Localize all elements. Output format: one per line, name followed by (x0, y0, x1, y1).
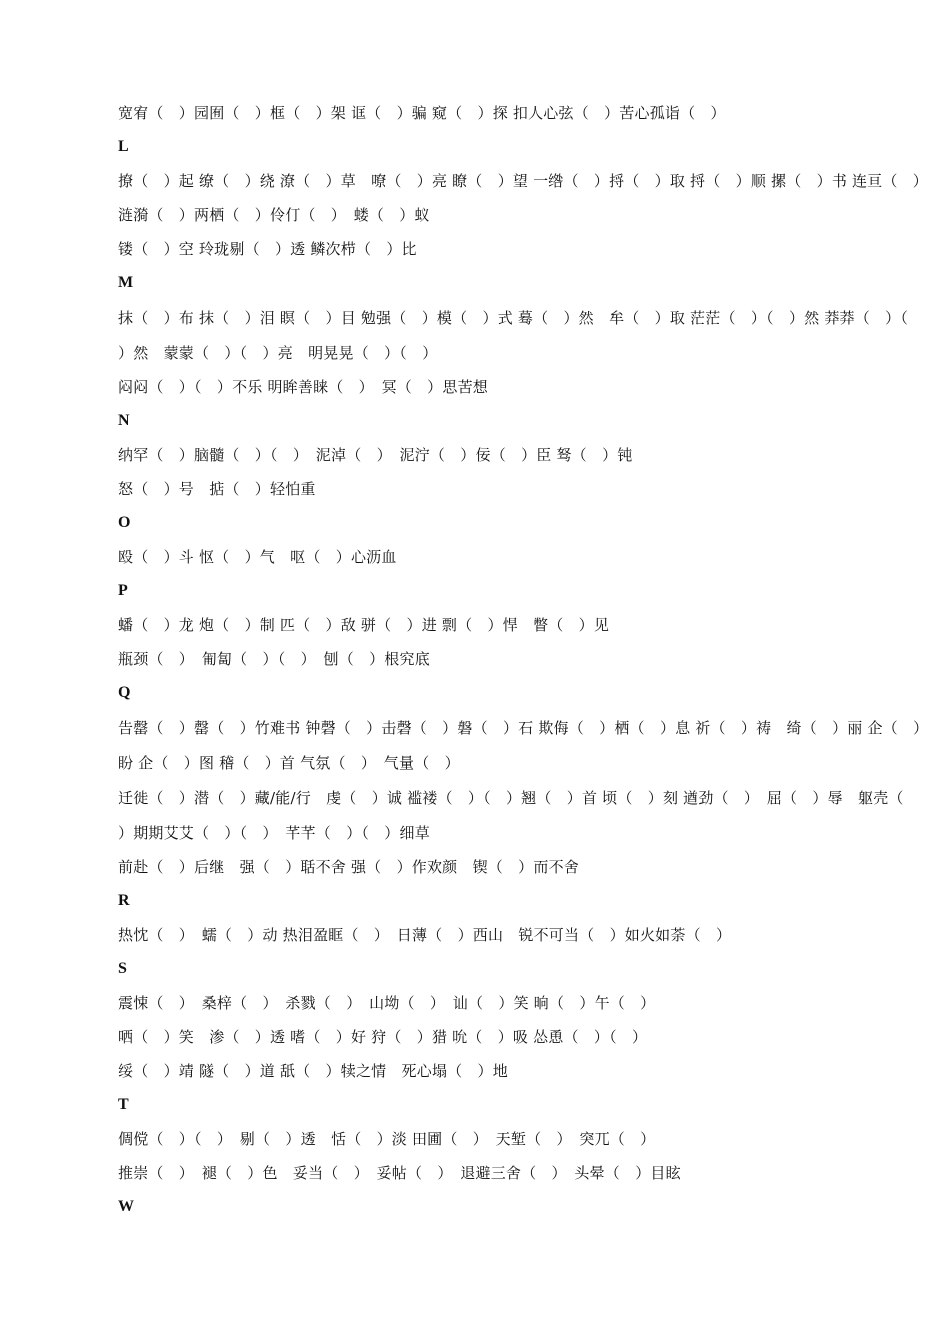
text-line: 镂（ ）空 玲珑剔（ ）透 鳞次栉（ ）比 (118, 240, 417, 258)
text-line: 抹（ ）布 抹（ ）泪 瞑（ ）目 勉强（ ）模（ ）式 蓦（ ）然 牟（ ）取 茫茫（ ）（ ）然 莽莽（ ）（ (118, 309, 909, 327)
text-line: 蟠（ ）龙 炮（ ）制 匹（ ）敌 骈（ ）进 剽（ ）悍 瞥（ ）见 (118, 616, 610, 634)
text-line: 前赴（ ）后继 强（ ）聒不舍 强（ ）作欢颜 锲（ ）而不舍 (118, 858, 579, 876)
section-heading-o: O (118, 514, 131, 531)
section-heading-w: W (118, 1198, 134, 1215)
section-heading-s: S (118, 960, 127, 977)
text-line: 宽宥（ ）园囿（ ）框（ ）架 诓（ ）骗 窥（ ）探 扣人心弦（ ）苦心孤诣（ ） (118, 104, 726, 122)
text-line: 震悚（ ） 桑梓（ ） 杀戮（ ） 山坳（ ） 讪（ ）笑 晌（ ）午（ ） (118, 994, 656, 1012)
text-line: 告罄（ ）罄（ ）竹难书 钟磬（ ）击磬（ ）磐（ ）石 欺侮（ ）栖（ ）息 祈（ ）祷 绮（ ）丽 企（ ） (118, 719, 929, 737)
section-heading-q: Q (118, 684, 131, 701)
document-page (118, 96, 929, 1224)
text-line: 盼 企（ ）图 稽（ ）首 气氛（ ） 气量（ ） (118, 754, 460, 772)
text-line: 撩（ ）起 缭（ ）绕 潦（ ）草 嘹（ ）亮 瞭（ ）望 一绺（ ）捋（ ）取 捋（ ）顺 摞（ ）书 连亘（ ） (118, 172, 928, 190)
text-line: 闷闷（ ）（ ）不乐 明眸善睐（ ） 冥（ ）思苦想 (118, 378, 488, 396)
text-line: ）期期艾艾（ ）（ ） 芊芊（ ）（ ）细草 (118, 824, 430, 842)
text-line: 瓶颈（ ） 匍匐（ ）（ ） 刨（ ）根究底 (118, 650, 430, 668)
section-heading-r: R (118, 892, 130, 909)
text-line: 倜傥（ ）（ ） 剔（ ）透 恬（ ）淡 田圃（ ） 天堑（ ） 突兀（ ） (118, 1130, 656, 1148)
text-line: 涟漪（ ）两栖（ ）伶仃（ ） 蝼（ ）蚁 (118, 206, 430, 224)
text-line: 哂（ ）笑 渗（ ）透 嗜（ ）好 狩（ ）猎 吮（ ）吸 怂恿（ ）（ ） (118, 1028, 648, 1046)
section-heading-t: T (118, 1096, 129, 1113)
text-line: 纳罕（ ）脑髓（ ）（ ） 泥淖（ ） 泥泞（ ）佞（ ）臣 驽（ ）钝 (118, 446, 633, 464)
text-line: 怒（ ）号 掂（ ）轻怕重 (118, 480, 316, 498)
section-heading-l: L (118, 138, 129, 155)
text-line: ）然 蒙蒙（ ）（ ）亮 明晃晃（ ）（ ） (118, 344, 438, 362)
text-line: 迁徙（ ）潜（ ）藏/能/行 虔（ ）诚 褴褛（ ）（ ）翘（ ）首 顷（ ）刻 遒劲（ ） 屈（ ）辱 躯壳（ (118, 789, 904, 807)
text-line: 热忱（ ） 蠕（ ）动 热泪盈眶（ ） 日薄（ ）西山 锐不可当（ ）如火如荼（ ） (118, 926, 732, 944)
text-line: 绥（ ）靖 隧（ ）道 舐（ ）犊之情 死心塌（ ）地 (118, 1062, 508, 1080)
section-heading-m: M (118, 274, 134, 291)
section-heading-n: N (118, 412, 130, 429)
section-heading-p: P (118, 582, 128, 599)
text-line: 殴（ ）斗 怄（ ）气 呕（ ）心沥血 (118, 548, 397, 566)
text-line: 推崇（ ） 褪（ ）色 妥当（ ） 妥帖（ ） 退避三舍（ ） 头晕（ ）目眩 (118, 1164, 681, 1182)
